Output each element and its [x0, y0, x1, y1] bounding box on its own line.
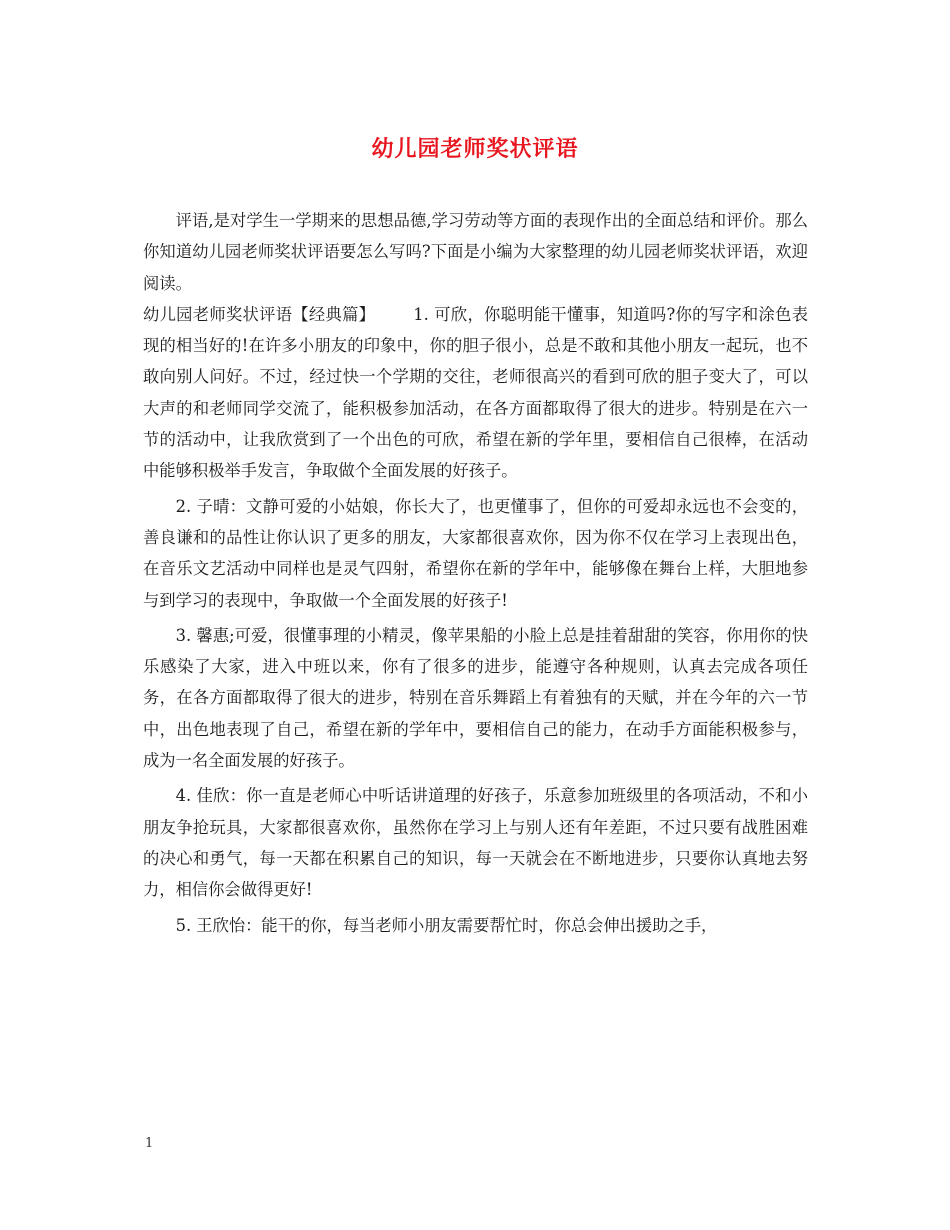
comment-item-2: 2. 子晴：文静可爱的小姑娘，你长大了，也更懂事了，但你的可爱却永远也不会变的，善良谦和的品性让你认识了更多的朋友，大家都很喜欢你，因为你不仅在学习上表现出色，在音乐文艺活动中同样也是灵气四射，希望你在新的学年中，能够像在舞台上样，大胆地参与到学习的表现中，争取做一个全面发展的好孩子! — [143, 496, 808, 610]
comment-item-4: 4. 佳欣：你一直是老师心中听话讲道理的好孩子，乐意参加班级里的各项活动，不和小朋友争抢玩具，大家都很喜欢你，虽然你在学习上与别人还有年差距，不过只要有战胜困难的决心和勇气，每一天都在积累自己的知识，每一天就会在不断地进步，只要你认真地去努力，相信你会做得更好! — [143, 786, 808, 900]
document-body — [143, 205, 808, 941]
comment-item-3: 3. 馨惠;可爱，很懂事理的小精灵，像苹果船的小脸上总是挂着甜甜的笑容，你用你的快乐感染了大家，进入中班以来，你有了很多的进步，能遵守各种规则，认真去完成各项任务，在各方面都取得了很大的进步，特别在音乐舞蹈上有着独有的天赋，并在今年的六一节中，出色地表现了自己，希望在新的学年中，要相信自己的能力，在动手方面能积极参与，成为一名全面发展的好孩子。 — [143, 625, 808, 771]
comment-item-1: 1. 可欣，你聪明能干懂事，知道吗?你的写字和涂色表现的相当好的!在许多小朋友的印象中，你的胆子很小，总是不敢和其他小朋友一起玩，也不敢向别人问好。不过，经过快一个学期的交往，老师很高兴的看到可欣的胆子变大了，可以大声的和老师同学交流了，能积极参加活动，在各方面都取得了很大的进步。特别是在六一节的活动中，让我欣赏到了一个出色的可欣，希望在新的学年里，要相信自己很棒，在活动中能够积极举手发言，争取做个全面发展的好孩子。 — [143, 304, 808, 481]
intro-paragraph: 评语,是对学生一学期来的思想品德,学习劳动等方面的表现作出的全面总结和评价。那么你知道幼儿园老师奖状评语要怎么写吗?下面是小编为大家整理的幼儿园老师奖状评语，欢迎阅读。 — [143, 211, 808, 293]
section-heading: 幼儿园老师奖状评语【经典篇】 — [143, 304, 376, 324]
document-title: 幼儿园老师奖状评语 — [371, 136, 579, 162]
page-number: 1 — [145, 1136, 154, 1151]
comment-item-5: 5. 王欣怡：能干的你，每当老师小朋友需要帮忙时，你总会伸出援助之手， — [175, 915, 718, 935]
section-paragraph — [143, 299, 808, 487]
